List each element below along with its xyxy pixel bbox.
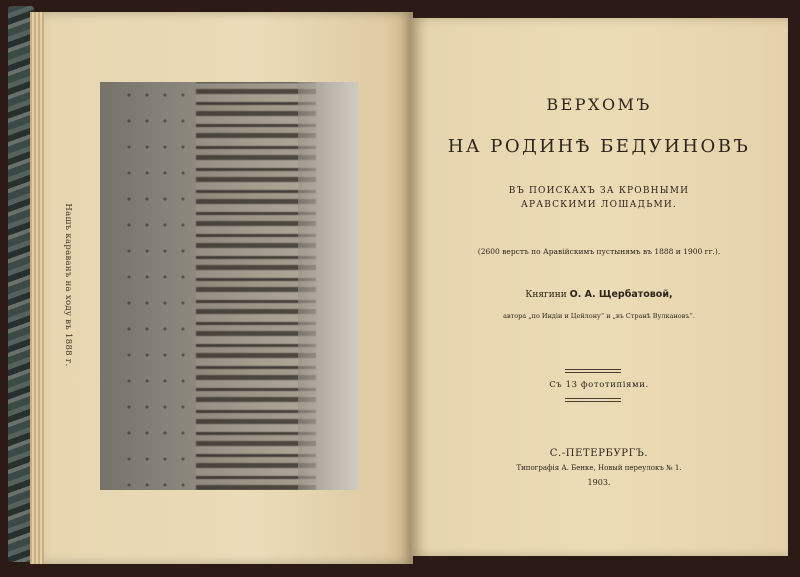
author-prefix: Княгини xyxy=(525,290,567,300)
divider-top xyxy=(565,369,621,370)
title-line-2: НА РОДИНѢ БЕДУИНОВЪ xyxy=(447,136,751,157)
title-line-1: ВЕРХОМЪ xyxy=(546,95,652,114)
divider-top-2 xyxy=(565,372,621,373)
imprint-city: С.-ПЕТЕРБУРГЪ. xyxy=(549,448,649,459)
imprint-year: 1903. xyxy=(587,478,611,487)
photo-mountains xyxy=(298,82,358,490)
photo-count: Съ 13 фототипіями. xyxy=(549,380,649,390)
author-credit: автора „по Индіи и Цейлону“ и „въ Странѣ Вулкановъ“. xyxy=(503,312,695,320)
imprint-printer: Типографія А. Бенке, Новый переулокъ № 1. xyxy=(516,464,682,472)
subtitle-line-2: АРАВСКИМИ ЛОШАДЬМИ. xyxy=(520,200,677,210)
caravan-photograph xyxy=(100,82,358,490)
author-name: О. А. Щербатовой, xyxy=(569,289,673,300)
divider-bottom xyxy=(565,398,621,399)
photo-desert-speckles xyxy=(120,82,190,490)
subtitle-line-1: ВЪ ПОИСКАХЪ ЗА КРОВНЫМИ xyxy=(508,186,690,196)
page-edges xyxy=(30,12,44,564)
photo-caption-text: Нашъ караванъ на ходу въ 1888 г. xyxy=(63,203,73,367)
journey-note: (2600 верстъ по Аравійскимъ пустынямъ въ 1888 и 1900 гг.). xyxy=(477,247,721,256)
divider-bottom-2 xyxy=(565,401,621,402)
author-line xyxy=(410,289,788,300)
